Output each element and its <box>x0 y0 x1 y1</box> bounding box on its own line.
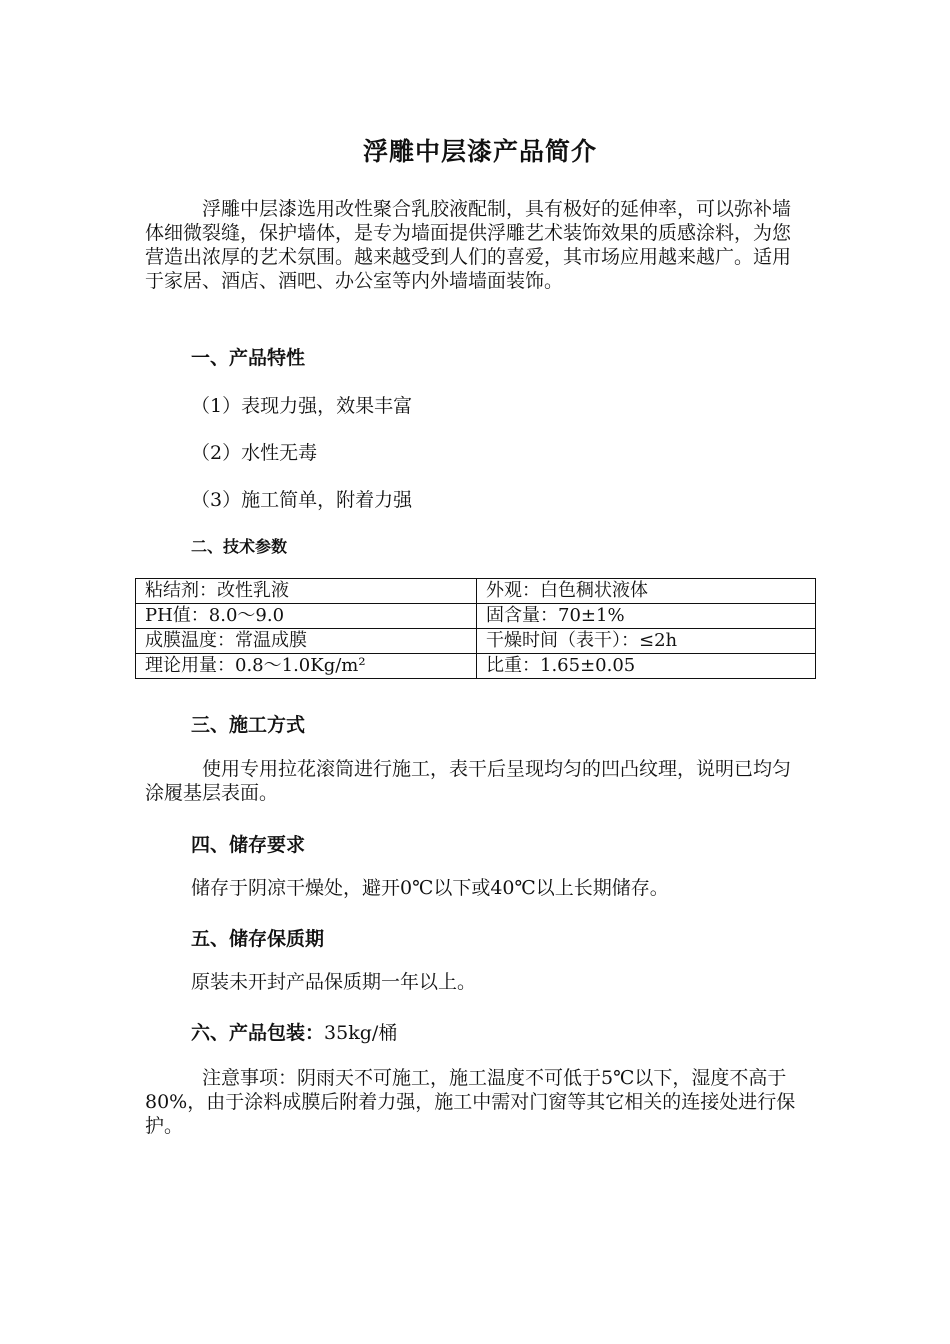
section-heading-storage: 四、储存要求 <box>191 834 306 856</box>
table-row <box>136 629 816 654</box>
feature-item: （3）施工简单，附着力强 <box>191 489 413 511</box>
section-heading-packaging <box>191 1018 397 1045</box>
section-heading-shelf-life: 五、储存保质期 <box>191 928 325 950</box>
table-cell: 干燥时间（表干）：≤2h <box>477 629 816 654</box>
section-heading-construction: 三、施工方式 <box>191 714 306 736</box>
table-cell: 固含量：70±1% <box>477 604 816 629</box>
packaging-label: 六、产品包装： <box>191 1022 325 1044</box>
feature-item: （2）水性无毒 <box>191 442 318 464</box>
intro-paragraph: 浮雕中层漆选用改性聚合乳胶液配制，具有极好的延伸率，可以弥补墙体细微裂缝，保护墙体，是专为墙面提供浮雕艺术装饰效果的质感涂料，为您营造出浓厚的艺术氛围。越来越受到人们的喜爱，其市场应用越来越广。适用于家居、酒店、酒吧、办公室等内外墙墙面装饰。 <box>145 198 792 292</box>
feature-item: （1）表现力强，效果丰富 <box>191 395 413 417</box>
table-cell: 成膜温度：常温成膜 <box>136 629 477 654</box>
section-heading-params: 二、技术参数 <box>191 537 288 556</box>
section-heading-features: 一、产品特性 <box>191 347 306 369</box>
table-cell: 粘结剂：改性乳液 <box>136 579 477 604</box>
page-title: 浮雕中层漆产品简介 <box>362 137 597 166</box>
construction-paragraph: 使用专用拉花滚筒进行施工，表干后呈现均匀的凹凸纹理，说明已均匀涂履基层表面。 <box>145 758 792 804</box>
notes-paragraph: 注意事项：阴雨天不可施工，施工温度不可低于5℃以下，湿度不高于80%，由于涂料成膜后附着力强，施工中需对门窗等其它相关的连接处进行保护。 <box>145 1067 796 1137</box>
table-row <box>136 654 816 679</box>
spec-table <box>135 578 816 679</box>
table-row <box>136 604 816 629</box>
table-cell: PH值：8.0～9.0 <box>136 604 477 629</box>
table-cell: 外观：白色稠状液体 <box>477 579 816 604</box>
table-cell: 理论用量：0.8～1.0Kg/m² <box>136 654 477 679</box>
packaging-value: 35kg/桶 <box>324 1022 398 1044</box>
table-row <box>136 579 816 604</box>
storage-paragraph: 储存于阴凉干燥处，避开0℃以下或40℃以上长期储存。 <box>191 877 669 899</box>
table-cell: 比重：1.65±0.05 <box>477 654 816 679</box>
shelf-life-paragraph: 原装未开封产品保质期一年以上。 <box>191 971 477 993</box>
